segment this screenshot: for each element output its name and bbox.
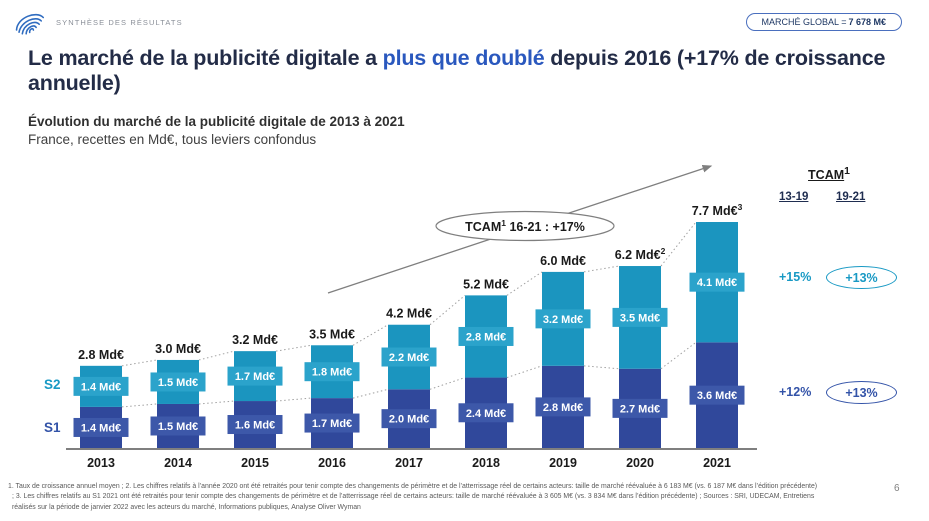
total-label: 3.5 Md€ [309, 327, 355, 342]
total-label: 6.2 Md€$^2$ [614, 246, 666, 263]
tcam-col-13-19: 13-19 [779, 191, 809, 203]
value-label-s1: 3.6 Md€ [696, 390, 738, 403]
value-label-s1: 2.0 Md€ [388, 413, 430, 426]
s1-trend-dash [122, 404, 157, 407]
s1-trend-dash [661, 342, 696, 368]
s1-trend-dash [199, 401, 234, 404]
x-axis-year-label: 2015 [241, 456, 269, 470]
value-label-s1: 1.4 Md€ [80, 422, 122, 435]
total-label: 2.8 Md€ [78, 347, 124, 362]
legend-s2-label: S2 [44, 377, 61, 392]
tcam-s2-19-21-oval [826, 266, 897, 289]
totals-trend-dash [661, 222, 696, 266]
x-axis-year-label: 2017 [395, 456, 423, 470]
total-label: 3.2 Md€ [232, 333, 278, 348]
x-axis-year-label: 2021 [703, 456, 731, 470]
value-label-s2: 1.5 Md€ [157, 376, 199, 389]
totals-trend-dash [430, 295, 465, 324]
footnotes [8, 482, 886, 513]
s1-trend-dash [507, 366, 542, 378]
badge-value: 7 678 M€ [848, 17, 886, 27]
chart-subtitle: France, recettes en Md€, tous leviers confondus [28, 132, 317, 147]
footnote-line-2: ; 3. Les chiffres relatifs au S1 2021 ont été retraités pour tenir compte des changements de périmètre et de l’atterrissage réel de certains acteurs: taille de marché réévaluée à 3 605 M€ (vs. 3 834 M€ dans l’édition précédente) ; Sources : SRI, UDECAM, Entretiens [12, 493, 815, 501]
value-label-s2: 1.8 Md€ [311, 366, 353, 379]
tcam-s2-13-19: +15% [779, 270, 812, 284]
value-label-s2: 1.7 Md€ [234, 371, 276, 384]
totals-trend-dash [276, 345, 311, 351]
brand-label: SYNTHÈSE DES RÉSULTATS [56, 17, 183, 27]
totals-trend-dash [584, 266, 619, 272]
total-label: 6.0 Md€ [540, 253, 586, 268]
totals-trend-dash [353, 325, 388, 346]
title-part1: Le marché de la publicité digitale a [28, 46, 383, 70]
total-label: 5.2 Md€ [463, 277, 509, 292]
tcam-col-19-21: 19-21 [836, 191, 866, 203]
value-label-s1: 1.7 Md€ [311, 418, 353, 431]
tcam-title-text: TCAM [808, 168, 845, 183]
value-label-s2: 3.2 Md€ [542, 313, 584, 326]
value-label-s1: 2.4 Md€ [465, 407, 507, 420]
x-axis-year-label: 2019 [549, 456, 577, 470]
chart-title: Évolution du marché de la publicité digitale de 2013 à 2021 [28, 114, 405, 129]
value-label-s1: 2.7 Md€ [619, 403, 661, 416]
legend-s1-label: S1 [44, 420, 61, 435]
tcam-s1-13-19: +12% [779, 385, 812, 399]
value-label-s2: 4.1 Md€ [696, 277, 738, 290]
s1-trend-dash [353, 389, 388, 398]
value-label-s1: 1.6 Md€ [234, 419, 276, 432]
value-label-s1: 1.5 Md€ [157, 420, 199, 433]
footnote-line-1: 1. Taux de croissance annuel moyen ; 2. Les chiffres relatifs à l’année 2020 ont été retraités pour tenir compte des changements de périmètre et de l’atterrissage réel de certains acteurs: taille de marché réévaluée à 6 183 M€ (vs. 6 187 M€ dans l’édition précédente) [8, 483, 818, 490]
x-axis-year-label: 2013 [87, 456, 115, 470]
tcam-title-sup: 1 [844, 166, 850, 177]
s1-trend-dash [584, 366, 619, 369]
total-label: 3.0 Md€ [155, 341, 201, 356]
totals-trend-dash [507, 272, 542, 295]
value-label-s2: 1.4 Md€ [80, 381, 122, 394]
totals-trend-dash [199, 351, 234, 360]
x-axis-year-label: 2016 [318, 456, 346, 470]
value-label-s2: 2.2 Md€ [388, 352, 430, 365]
tcam-s2-19-21: +13% [845, 270, 878, 285]
x-axis-year-label: 2014 [164, 456, 192, 470]
badge-label: MARCHÉ GLOBAL = [761, 17, 847, 27]
title-accent: plus que doublé [382, 46, 545, 70]
total-label: 4.2 Md€ [386, 306, 432, 321]
x-axis-year-label: 2018 [472, 456, 500, 470]
total-label: 7.7 Md€$^3$ [691, 202, 743, 219]
tcam-annotation-text: TCAM$^1$ 16-21 : +17% [465, 218, 585, 234]
value-label-s1: 2.8 Md€ [542, 401, 584, 414]
value-label-s2: 3.5 Md€ [619, 312, 661, 325]
tcam-s1-19-21: +13% [845, 385, 878, 400]
totals-trend-dash [122, 360, 157, 366]
title-part2: depuis 2016 (+17% de croissance annuelle) [28, 46, 886, 95]
s1-trend-dash [430, 378, 465, 390]
page-number: 6 [894, 483, 900, 494]
s1-trend-dash [276, 398, 311, 401]
footnote-line-3: réalisés sur la période de janvier 2022 avec les acteurs du marché, Informations publiques, Analyse Oliver Wyman [12, 503, 361, 511]
tcam-s1-19-21-oval [826, 381, 897, 404]
tcam-panel-title [800, 166, 858, 182]
x-axis-year-label: 2020 [626, 456, 654, 470]
value-label-s2: 2.8 Md€ [465, 331, 507, 344]
